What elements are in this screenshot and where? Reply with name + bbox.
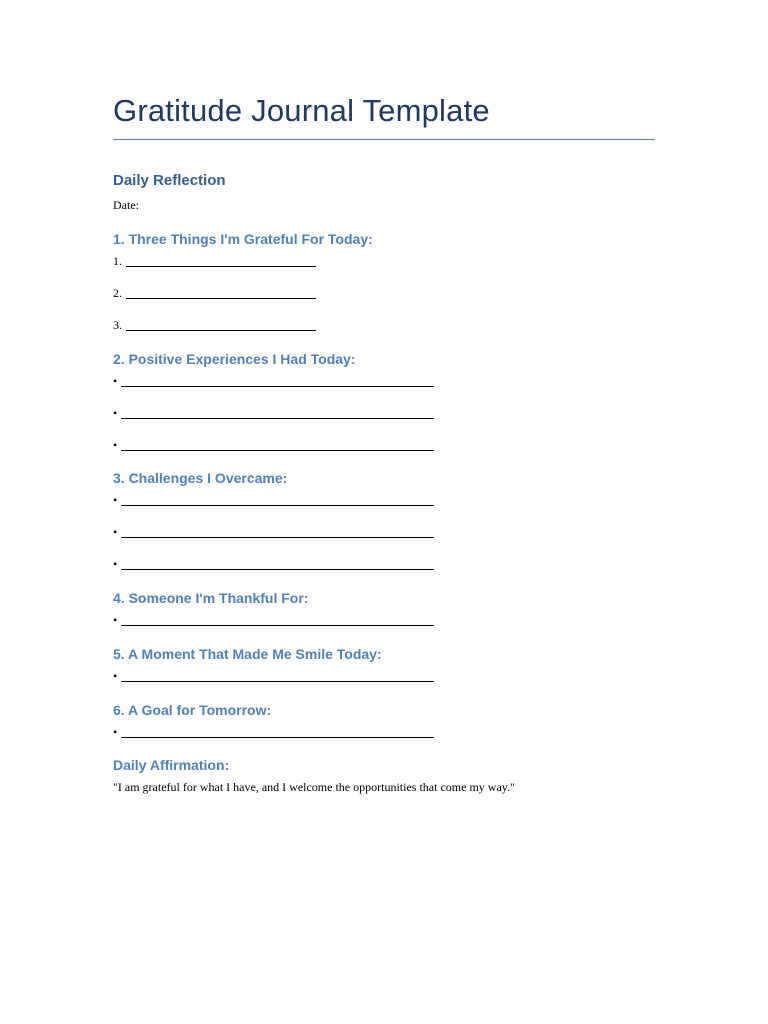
answer-line[interactable]: [113, 525, 434, 541]
answer-line[interactable]: [113, 286, 316, 302]
document-title: Gratitude Journal Template: [113, 93, 490, 128]
bullet: •: [113, 374, 118, 388]
answer-blank: [126, 318, 316, 331]
bullet: •: [113, 406, 118, 420]
answer-blank: [121, 406, 434, 419]
answer-blank: [121, 374, 434, 387]
line-number: 1.: [113, 254, 122, 268]
bullet: •: [113, 557, 118, 571]
prompt-heading-goal-tomorrow: 6. A Goal for Tomorrow:: [113, 702, 272, 718]
answer-line[interactable]: [113, 613, 434, 629]
line-number: 2.: [113, 286, 122, 300]
bullet: •: [113, 725, 118, 739]
answer-line[interactable]: [113, 438, 434, 454]
prompt-heading-positive-experiences: 2. Positive Experiences I Had Today:: [113, 351, 356, 367]
answer-line[interactable]: [113, 374, 434, 390]
answer-blank: [121, 557, 434, 570]
prompt-heading-grateful: 1. Three Things I'm Grateful For Today:: [113, 231, 373, 247]
answer-blank: [121, 438, 434, 451]
bullet: •: [113, 438, 118, 452]
answer-line[interactable]: [113, 406, 434, 422]
answer-blank: [126, 254, 316, 267]
answer-blank: [121, 525, 434, 538]
bullet: •: [113, 525, 118, 539]
answer-line[interactable]: [113, 493, 434, 509]
daily-reflection-heading: Daily Reflection: [113, 172, 226, 189]
bullet: •: [113, 613, 118, 627]
answer-line[interactable]: [113, 557, 434, 573]
date-label: Date:: [113, 198, 139, 212]
title-underline: [113, 139, 655, 140]
line-number: 3.: [113, 318, 122, 332]
answer-line[interactable]: [113, 254, 316, 270]
answer-blank: [126, 286, 316, 299]
prompt-heading-thankful-for: 4. Someone I'm Thankful For:: [113, 590, 309, 606]
answer-line[interactable]: [113, 318, 316, 334]
bullet: •: [113, 669, 118, 683]
answer-blank: [121, 613, 434, 626]
answer-blank: [121, 725, 434, 738]
answer-blank: [121, 493, 434, 506]
bullet: •: [113, 493, 118, 507]
affirmation-heading: Daily Affirmation:: [113, 757, 230, 773]
answer-line[interactable]: [113, 725, 434, 741]
affirmation-text: "I am grateful for what I have, and I welcome the opportunities that come my way.": [113, 780, 515, 794]
answer-line[interactable]: [113, 669, 434, 685]
answer-blank: [121, 669, 434, 682]
prompt-heading-smile-moment: 5. A Moment That Made Me Smile Today:: [113, 646, 382, 662]
prompt-heading-challenges: 3. Challenges I Overcame:: [113, 470, 288, 486]
